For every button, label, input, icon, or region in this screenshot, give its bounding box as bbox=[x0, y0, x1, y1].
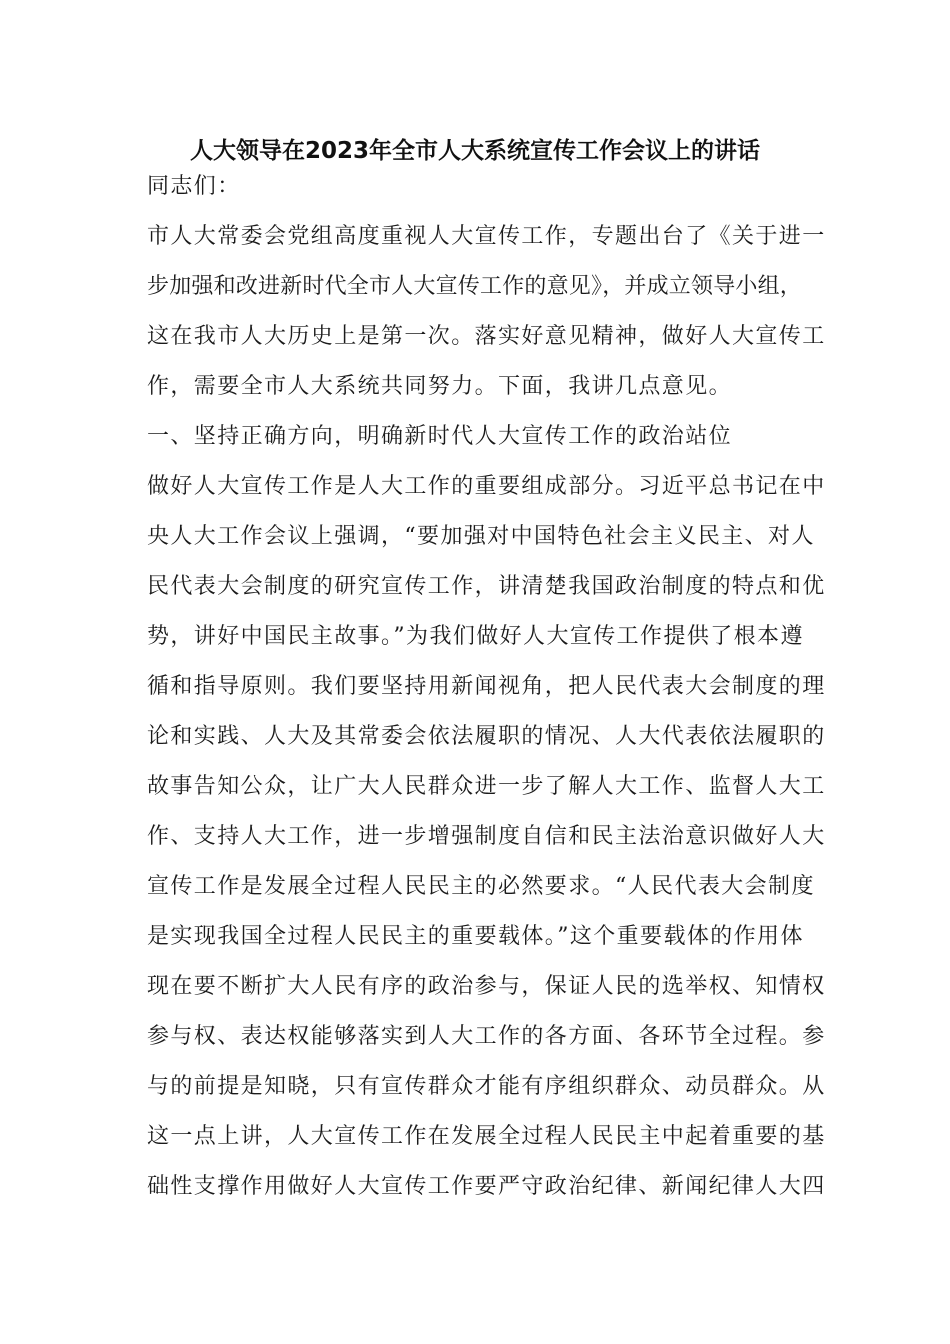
body-line: 与的前提是知晓，只有宣传群众才能有序组织群众、动员群众。从 bbox=[147, 1074, 826, 1099]
document-title: 人大领导在2023年全市人大系统宣传工作会议上的讲话 bbox=[189, 138, 760, 164]
body-line: 这一点上讲，人大宣传工作在发展全过程人民民主中起着重要的基 bbox=[147, 1124, 826, 1149]
body-line: 民代表大会制度的研究宣传工作，讲清楚我国政治制度的特点和优 bbox=[147, 574, 826, 599]
body-line: 作，需要全市人大系统共同努力。下面，我讲几点意见。 bbox=[147, 374, 733, 399]
body-line: 做好人大宣传工作是人大工作的重要组成部分。习近平总书记在中 bbox=[147, 474, 826, 499]
body-line: 央人大工作会议上强调，“要加强对中国特色社会主义民主、对人 bbox=[147, 524, 815, 549]
body-line: 循和指导原则。我们要坚持用新闻视角，把人民代表大会制度的理 bbox=[147, 674, 826, 699]
body-line: 市人大常委会党组高度重视人大宣传工作，专题出台了《关于进一 bbox=[147, 224, 826, 249]
body-line: 参与权、表达权能够落实到人大工作的各方面、各环节全过程。参 bbox=[147, 1024, 826, 1049]
body-line: 宣传工作是发展全过程人民民主的必然要求。“人民代表大会制度 bbox=[147, 874, 815, 899]
body-line: 这在我市人大历史上是第一次。落实好意见精神，做好人大宣传工 bbox=[147, 324, 826, 349]
body-line: 步加强和改进新时代全市人大宣传工作的意见》，并成立领导小组， bbox=[147, 274, 803, 299]
body-line: 现在要不断扩大人民有序的政治参与，保证人民的选举权、知情权 bbox=[147, 974, 826, 999]
body-line: 是实现我国全过程人民民主的重要载体。”这个重要载体的作用体 bbox=[147, 924, 804, 949]
body-line: 论和实践、人大及其常委会依法履职的情况、人大代表依法履职的 bbox=[147, 724, 826, 749]
section-heading: 一、坚持正确方向，明确新时代人大宣传工作的政治站位 bbox=[147, 424, 733, 449]
body-line: 势，讲好中国民主故事。”为我们做好人大宣传工作提供了根本遵 bbox=[147, 624, 804, 649]
document-body bbox=[147, 162, 827, 1212]
salutation-line: 同志们： bbox=[147, 174, 241, 199]
body-line: 故事告知公众，让广大人民群众进一步了解人大工作、监督人大工 bbox=[147, 774, 826, 799]
body-line: 础性支撑作用做好人大宣传工作要严守政治纪律、新闻纪律人大四 bbox=[147, 1174, 826, 1199]
body-line: 作、支持人大工作，进一步增强制度自信和民主法治意识做好人大 bbox=[147, 824, 826, 849]
